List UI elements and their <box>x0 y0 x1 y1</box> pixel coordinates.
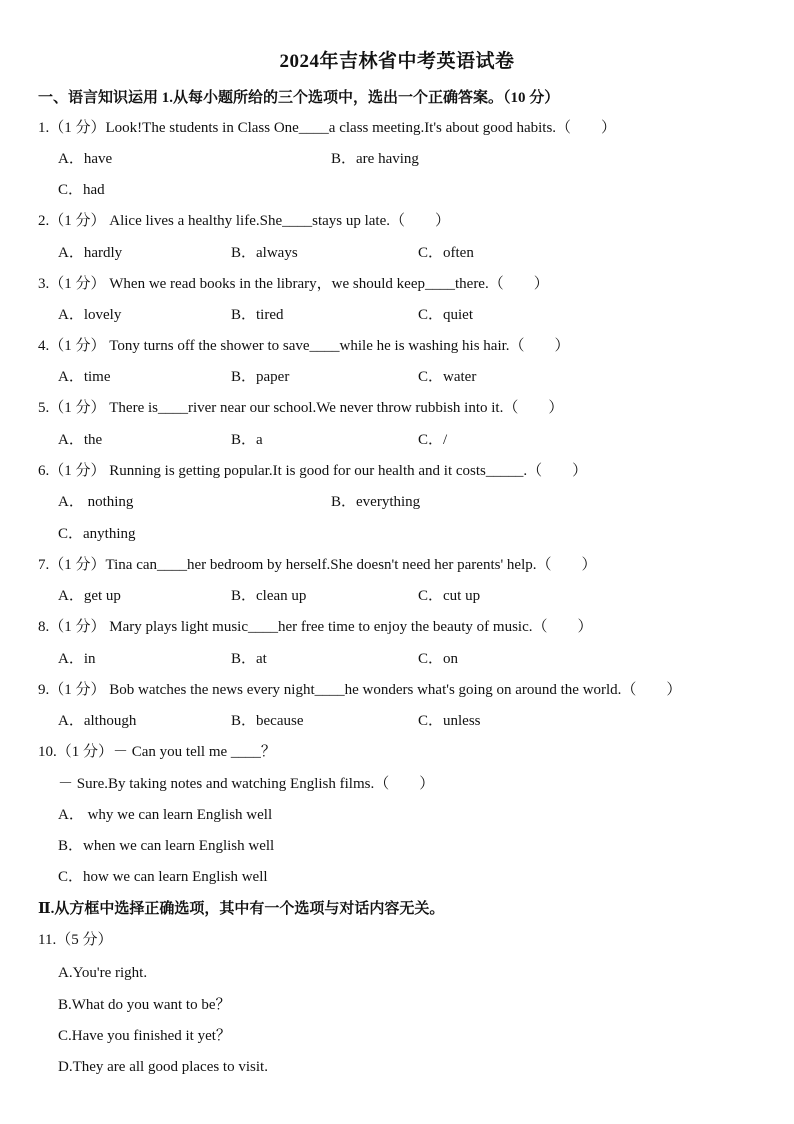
page-title: 2024年吉林省中考英语试卷 <box>279 51 515 72</box>
option-a: A．although <box>58 713 137 729</box>
choice-d: D.They are all good places to visit. <box>58 1059 268 1075</box>
question-stem: 9.（1 分） Bob watches the news every night____he wonders what's going on around the world.（ ） <box>38 682 682 698</box>
option-c: C．quiet <box>418 307 473 323</box>
option-c: C．often <box>418 245 474 261</box>
option-c: C．how we can learn English well <box>58 869 268 885</box>
option-c: C．water <box>418 369 477 385</box>
option-c: C．unless <box>418 713 481 729</box>
option-a: A．get up <box>58 588 121 604</box>
option-a: A．the <box>58 432 103 448</box>
question-stem-reply: － Sure.By taking notes and watching English films.（ ） <box>58 776 435 792</box>
option-c: C．/ <box>418 432 448 448</box>
section2-heading: Ⅱ.从方框中选择正确选项，其中有一个选项与对话内容无关。 <box>38 901 445 917</box>
question-stem: 8.（1 分） Mary plays light music____her free time to enjoy the beauty of music.（ ） <box>38 619 593 635</box>
option-b: B．a <box>231 432 263 448</box>
option-b: B．clean up <box>231 588 307 604</box>
option-a: A． nothing <box>58 494 134 510</box>
option-b: B．at <box>231 651 267 667</box>
option-a: A．lovely <box>58 307 122 323</box>
option-b: B．everything <box>331 494 421 510</box>
option-b: B．because <box>231 713 304 729</box>
option-a: A．have <box>58 151 113 167</box>
option-a: A．time <box>58 369 111 385</box>
question-stem: 11.（5 分） <box>38 932 113 948</box>
question-stem: 4.（1 分） Tony turns off the shower to save____while he is washing his hair.（ ） <box>38 338 570 354</box>
option-b: B．are having <box>331 151 419 167</box>
choice-c: C.Have you finished it yet？ <box>58 1028 231 1044</box>
question-stem: 7.（1 分）Tina can____her bedroom by herself.She doesn't need her parents' help.（ ） <box>38 557 597 573</box>
option-b: B．always <box>231 245 298 261</box>
question-stem: 5.（1 分） There is____river near our school.We never throw rubbish into it.（ ） <box>38 400 564 416</box>
option-c: C．had <box>58 182 105 198</box>
option-a: A．in <box>58 651 96 667</box>
option-b: B．paper <box>231 369 290 385</box>
option-b: B．when we can learn English well <box>58 838 275 854</box>
choice-b: B.What do you want to be？ <box>58 997 231 1013</box>
option-b: B．tired <box>231 307 284 323</box>
option-c: C．anything <box>58 526 136 542</box>
option-a: A． why we can learn English well <box>58 807 273 823</box>
question-stem: 10.（1 分）－ Can you tell me ____？ <box>38 744 276 760</box>
choice-a: A.You're right. <box>58 965 148 981</box>
section1-heading: 一、语言知识运用 1.从每小题所给的三个选项中，选出一个正确答案。（10 分） <box>38 90 560 106</box>
option-a: A．hardly <box>58 245 123 261</box>
question-stem: 1.（1 分）Look!The students in Class One____a class meeting.It's about good habits.（ ） <box>38 120 617 136</box>
question-stem: 3.（1 分） When we read books in the library，we should keep____there.（ ） <box>38 276 549 292</box>
question-stem: 2.（1 分） Alice lives a healthy life.She____stays up late.（ ） <box>38 213 451 229</box>
option-c: C．cut up <box>418 588 481 604</box>
option-c: C．on <box>418 651 459 667</box>
question-stem: 6.（1 分） Running is getting popular.It is good for our health and it costs_____.（ ） <box>38 463 588 479</box>
